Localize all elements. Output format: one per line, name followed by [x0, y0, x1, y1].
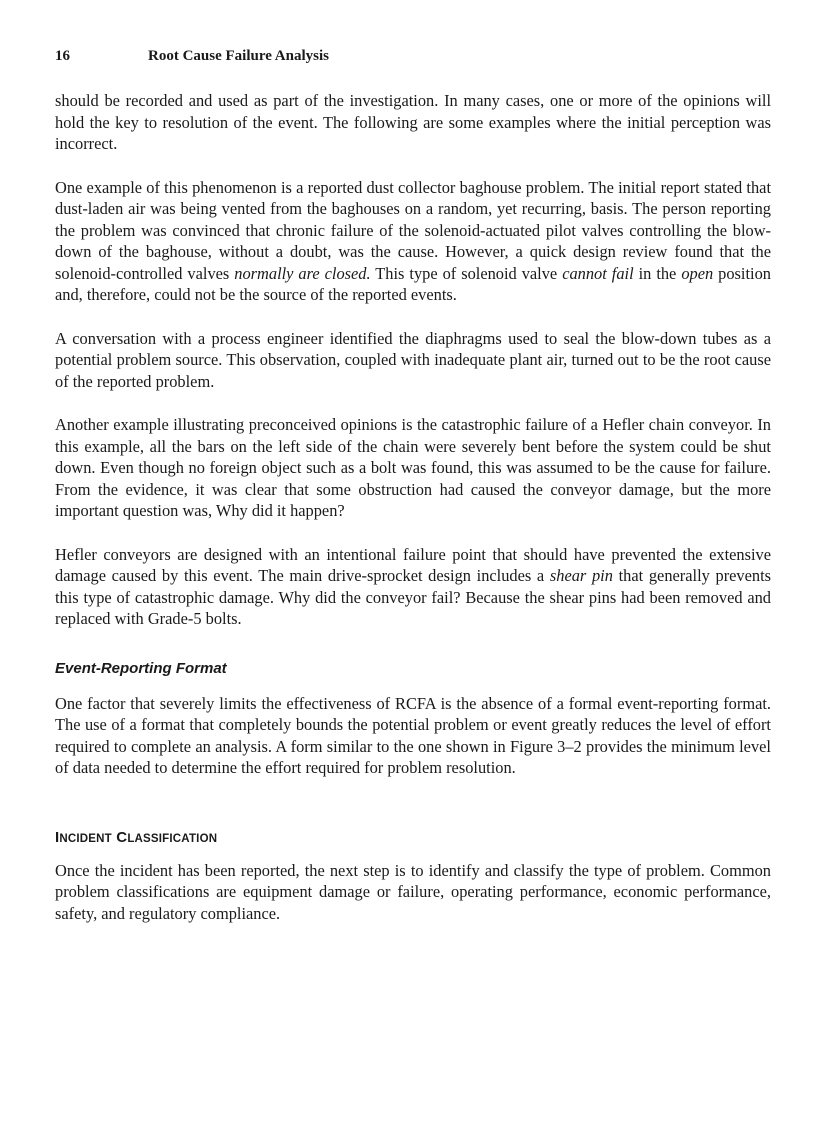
section-heading-event-reporting: Event-Reporting Format: [55, 659, 227, 677]
heading-smallcaps-lassification: LASSIFICATION: [127, 832, 218, 845]
paragraph-hefler-example: Another example illustrating preconceived opinions is the catastrophic failure of a Hefler chain conveyor. In this example, all the bars on the left side of the chain were severely bent before the system could be shut down. Even though no foreign object such as a bolt was found, this was assumed to be the cause for failure. From the evidence, it was clear that some obstruction had caused the conveyor damage, but the more important question was, Why did it happen?: [55, 415, 771, 520]
document-page: [55, 48, 771, 946]
text-run: that generally prevents this type of catastrophic damage. Why did the conveyor fail? Because the shear pins had been removed and replaced with Grade-5 bolts.: [55, 566, 772, 628]
emphasis-cannot-fail: cannot fail: [562, 263, 634, 283]
text-run: in the: [633, 263, 682, 283]
paragraph-continuation: should be recorded and used as part of the investigation. In many cases, one or more of the opinions will hold the key to resolution of the event. The following are some examples where the initial perception was incorrect.: [55, 91, 771, 153]
text-run: position and, therefore, could not be the source of the reported events.: [55, 263, 771, 304]
paragraph-incident-classification: Once the incident has been reported, the next step is to identify and classify the type of problem. Common problem classifications are equipment damage or failure, operating performance, economic performance, safety, and regulatory compliance.: [55, 860, 771, 923]
heading-cap-c: C: [116, 828, 128, 846]
text-run: This type of solenoid valve: [370, 263, 563, 283]
heading-cap-i: I: [55, 828, 60, 846]
running-title: Root Cause Failure Analysis: [148, 48, 329, 64]
page-header: [55, 48, 771, 70]
page-number: 16: [55, 48, 70, 64]
text-run: One example of this phenomenon is a reported dust collector baghouse problem. The initial report stated that dust-laden air was being vented from the baghouses on a random, yet recurring, basis. The person reporting the problem was convinced that chronic failure of the solenoid-actuated pilot valves controlling the blow-down of the baghouse, without a doubt, was the cause. However, a quick design review found that the solenoid-controlled valves: [55, 177, 771, 283]
paragraph-shear-pin: [55, 544, 771, 630]
subsection-heading-incident-classification: [55, 829, 771, 846]
text-run: Hefler conveyors are designed with an intentional failure point that should have prevented the extensive damage caused by this event. The main drive-sprocket design includes a: [55, 544, 771, 585]
emphasis-normally-closed: normally are closed.: [234, 263, 371, 283]
heading-smallcaps-ncident: NCIDENT: [59, 832, 112, 845]
emphasis-open: open: [681, 263, 714, 283]
paragraph-event-reporting: One factor that severely limits the effectiveness of RCFA is the absence of a formal event-reporting format. The use of a format that completely bounds the potential problem or event greatly reduces the level of effort required to complete an analysis. A form similar to the one shown in Figure 3–2 provides the minimum level of data needed to determine the effort required for problem resolution.: [55, 693, 771, 777]
paragraph-baghouse-example: [55, 177, 771, 306]
paragraph-process-engineer: A conversation with a process engineer identified the diaphragms used to seal the blow-down tubes as a potential problem source. This observation, coupled with inadequate plant air, turned out to be the root cause of the reported problem.: [55, 328, 771, 391]
emphasis-shear-pin: shear pin: [549, 566, 613, 585]
